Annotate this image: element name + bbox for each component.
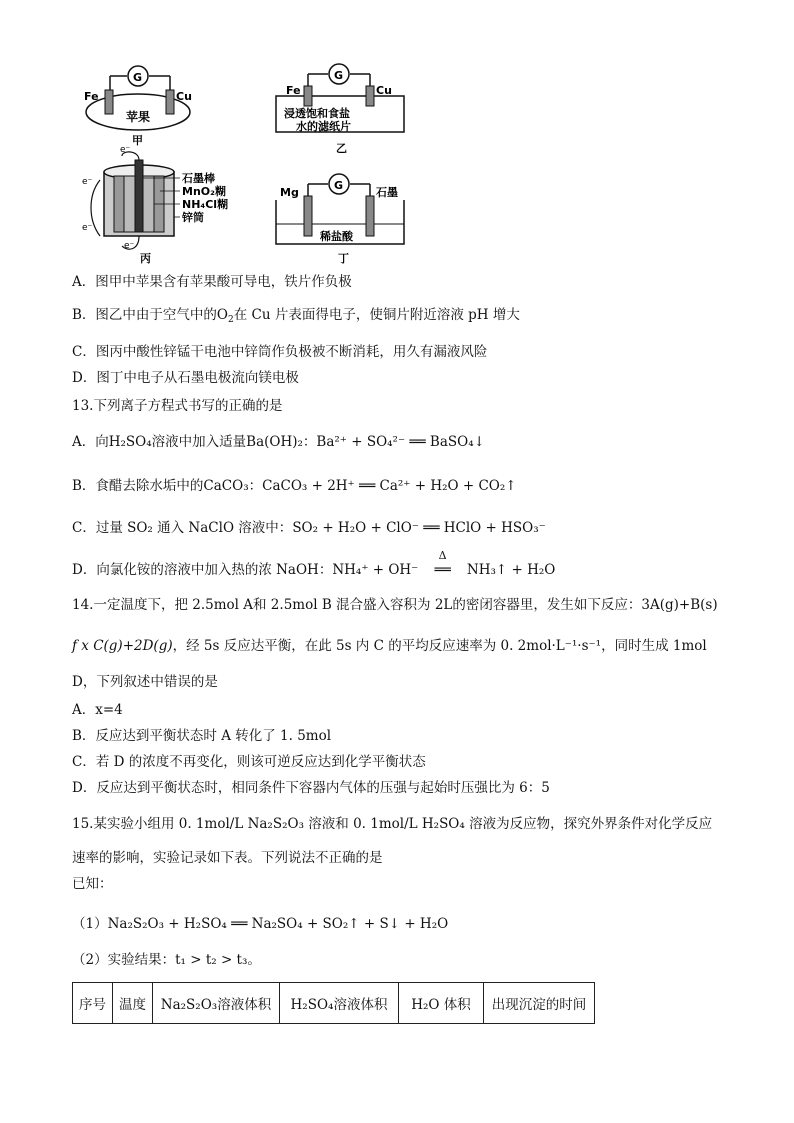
table-header-cell: H₂SO₄溶液体积: [280, 983, 399, 1024]
q13-option-b-eq: CaCO₃ + 2H⁺ ══ Ca²⁺ + H₂O + CO₂↑: [262, 478, 517, 494]
diagram-jia: [84, 66, 192, 147]
caption-jia: 甲: [132, 134, 143, 147]
q13-option-d: [72, 549, 556, 580]
q13-option-a-text: A．向H₂SO₄溶液中加入适量Ba(OH)₂：: [72, 434, 317, 450]
table-header-cell: H₂O 体积: [399, 983, 484, 1024]
meter-label: G: [334, 179, 344, 192]
caption-bing: 丙: [140, 252, 151, 265]
q13-option-c: [72, 518, 546, 538]
fe-electrode: [304, 86, 312, 106]
electrode-label-fe: Fe: [84, 90, 99, 103]
q13-option-c-eq: SO₂ + H₂O + ClO⁻ ══ HClO + HSO₃⁻: [292, 520, 546, 536]
electrode-label-cu: Cu: [376, 84, 392, 97]
q13-option-d-eq-left: NH₄⁺ + OH⁻: [332, 562, 419, 578]
q15-known-2: （2）实验结果：t₁ > t₂ > t₃。: [72, 952, 261, 968]
table-header-cell: 序号: [73, 983, 113, 1024]
fe-electrode: [105, 90, 113, 114]
cu-electrode: [366, 86, 374, 106]
q13-option-b: [72, 476, 517, 496]
electron-label: e⁻: [82, 223, 93, 233]
q12-option-b: [72, 305, 520, 330]
q14-option-a: A．x=4: [72, 702, 123, 718]
q15-line-2: 速率的影响，实验记录如下表。下列说法不正确的是: [72, 850, 383, 866]
graphite-rod-label: 石墨棒: [182, 172, 215, 185]
delta-symbol: Δ: [438, 549, 447, 562]
meter-label: G: [334, 69, 344, 82]
q12-option-b-pre: B．图乙中由于空气中的O: [72, 307, 228, 323]
table-header-row: [73, 983, 595, 1024]
q14-option-d: D．反应达到平衡状态时，相同条件下容器内气体的压强与起始时压强比为 6：5: [72, 780, 550, 796]
table-header-cell: Na₂S₂O₃溶液体积: [153, 983, 280, 1024]
electron-label: e⁻: [82, 177, 93, 187]
q13-option-b-text: B．食醋去除水垢中的CaCO₃：: [72, 478, 263, 494]
q15-known-1: （1）Na₂S₂O₃ + H₂SO₄ ══ Na₂SO₄ + SO₂↑ + S↓ + H₂O: [72, 916, 449, 932]
q13-option-a: [72, 432, 485, 452]
q13-option-c-text: C．过量 SO₂ 通入 NaClO 溶液中：: [72, 520, 293, 536]
q13-option-d-text: D．向氯化铵的溶液中加入热的浓 NaOH：: [72, 562, 333, 578]
q14-line-1-eq: 3A(g)+B(s): [641, 597, 718, 613]
q14-line-2: [72, 636, 707, 656]
q15-line-1: 15.某实验小组用 0. 1mol/L Na₂S₂O₃ 溶液和 0. 1mol/L H₂SO₄ 溶液为反应物，探究外界条件对化学反应: [72, 816, 713, 832]
q12-option-b-sub: 2: [228, 315, 234, 325]
nh4cl-label: NH₄Cl糊: [182, 198, 229, 211]
q14-option-c: C．若 D 的浓度不再变化，则该可逆反应达到化学平衡状态: [72, 754, 426, 770]
heat-arrow: Δ ══: [423, 560, 463, 580]
q14-line-2-text: ，经 5s 反应达平衡，在此 5s 内 C 的平均反应速率为 0. 2mol·L⁻¹·s⁻¹，同时生成 1mol: [172, 638, 707, 654]
q14-line-1: [72, 595, 718, 615]
zinc-can-label: 锌筒: [182, 211, 204, 224]
mg-electrode: [304, 196, 312, 236]
diagram-yi: [276, 64, 404, 155]
electron-label: e⁻: [124, 241, 135, 251]
q12-option-b-post: 在 Cu 片表面得电子，使铜片附近溶液 pH 增大: [233, 307, 520, 323]
graphite-rod: [135, 160, 143, 232]
meter-label: G: [133, 71, 143, 84]
cu-electrode: [166, 90, 174, 114]
medium-label: 稀盐酸: [320, 230, 353, 243]
medium-label: 苹果: [126, 110, 151, 124]
q12-option-a: A．图甲中苹果含有苹果酸可导电，铁片作负极: [72, 274, 352, 290]
q13-option-d-eq-right: NH₃↑ + H₂O: [466, 562, 556, 578]
q14-line-3: D，下列叙述中错误的是: [72, 674, 218, 690]
q13-option-a-eq: Ba²⁺ + SO₄²⁻ ══ BaSO₄↓: [316, 434, 485, 450]
table-header-cell: 出现沉淀的时间: [484, 983, 595, 1024]
diagram-ding: [276, 174, 404, 265]
electrode-label-cu: Cu: [176, 90, 192, 103]
q14-line-1-text: 14.一定温度下，把 2.5mol A和 2.5mol B 混合盛入容积为 2L的密闭容器里，发生如下反应：: [72, 597, 642, 613]
q12-option-d: D．图丁中电子从石墨电极流向镁电极: [72, 370, 299, 386]
table-header-cell: 温度: [113, 983, 153, 1024]
experiment-table: [72, 982, 595, 1024]
q14-option-b: B．反应达到平衡状态时 A 转化了 1. 5mol: [72, 728, 332, 744]
q14-line-2-eq: f x C(g)+2D(g): [72, 638, 173, 654]
electrode-label-mg: Mg: [280, 186, 299, 199]
caption-ding: 丁: [338, 252, 349, 265]
q13-stem: 13.下列离子方程式书写的正确的是: [72, 398, 283, 414]
electron-label: e⁻: [120, 145, 131, 155]
graphite-electrode: [366, 196, 374, 236]
caption-yi: 乙: [336, 142, 347, 155]
mno2-label: MnO₂糊: [182, 185, 226, 198]
battery-diagrams: [80, 60, 440, 265]
medium-label-1: 浸透饱和食盐: [284, 107, 350, 120]
battery-figure: [80, 60, 440, 265]
diagram-bing: [82, 145, 228, 265]
electrode-label-fe: Fe: [286, 84, 301, 97]
medium-label-2: 水的滤纸片: [296, 120, 351, 133]
q15-known: 已知：: [72, 876, 113, 892]
electrode-label-graphite: 石墨: [376, 186, 398, 199]
q12-option-c: C．图丙中酸性锌锰干电池中锌筒作负极被不断消耗，用久有漏液风险: [72, 344, 488, 360]
